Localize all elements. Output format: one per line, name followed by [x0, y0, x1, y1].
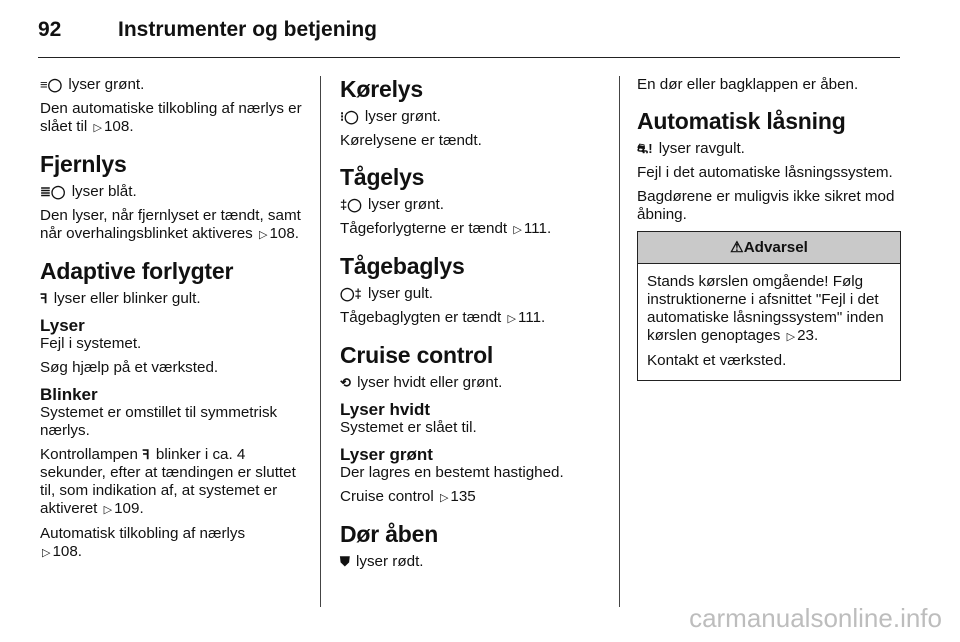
page-ref-link[interactable]: 109. — [114, 500, 144, 517]
page-ref-link[interactable]: 135 — [450, 488, 476, 505]
auto-lock-paragraph-2: Bagdørene er muligvis ikke sikret mod åbning. — [637, 188, 895, 223]
warning-paragraph-1: Stands kørslen omgående! Følg instruktionerne i afsnittet "Fejl i det automatiske låsningssystem" inden kørslen genoptages ▷ 23. — [647, 273, 884, 344]
subheading-lyser: Lyser — [40, 316, 85, 335]
warning-body — [638, 264, 900, 380]
lyser-gront-paragraph-2: Cruise control ▷ 135 — [340, 488, 476, 505]
column-divider-1 — [320, 76, 321, 607]
page-ref-link[interactable]: 108. — [269, 225, 300, 242]
heading-fjernlys: Fjernlys — [40, 151, 127, 177]
auto-lock-paragraph-1: Fejl i det automatiske låsningssystem. — [637, 164, 893, 181]
daytime-light-icon: ⁝◯ — [340, 109, 359, 124]
warning-title: Advarsel — [743, 239, 808, 256]
page-number: 92 — [38, 18, 62, 41]
rear-fog-light-paragraph: Tågebaglygten er tændt ▷ 111. — [340, 309, 546, 326]
adaptive-headlight-status: ꟻ lyser eller blinker gult. — [40, 290, 201, 307]
page-ref-link[interactable]: 111. — [517, 309, 546, 326]
heading-korelys: Kørelys — [340, 76, 423, 102]
cruise-control-status: ⟲ lyser hvidt eller grønt. — [340, 374, 503, 391]
high-beam-status: ≣◯ lyser blåt. — [40, 183, 137, 200]
lyser-paragraph-2: Søg hjælp på et værksted. — [40, 359, 219, 376]
auto-lock-status: ⛐! lyser ravgult. — [637, 140, 745, 157]
blinker-paragraph-1: Systemet er omstillet til symmetrisk nærlys. — [40, 404, 278, 439]
fog-light-status: ‡◯ lyser grønt. — [340, 196, 444, 213]
rear-fog-light-status: ◯‡ lyser gult. — [340, 285, 434, 302]
subheading-lyser-gront: Lyser grønt — [340, 445, 433, 464]
auto-lock-fault-icon: ⛐! — [637, 141, 653, 156]
adaptive-headlight-icon: ꟻ — [142, 447, 150, 462]
column-2 — [340, 76, 610, 577]
page-ref-icon: ▷ — [258, 229, 268, 241]
heading-adaptive-forlygter: Adaptive forlygter — [40, 258, 234, 284]
cruise-control-icon: ⟲ — [340, 375, 351, 390]
subheading-lyser-hvidt: Lyser hvidt — [340, 400, 431, 419]
heading-tagebaglys: Tågebaglys — [340, 253, 465, 279]
auto-low-beam-paragraph: Den automatiske tilkobling af nærlys er slået til ▷ 108. — [40, 100, 302, 135]
auto-low-beam-icon: ≡◯ — [40, 77, 63, 92]
warning-box — [637, 231, 901, 381]
page-ref-link[interactable]: 23. — [797, 327, 819, 344]
column-divider-2 — [619, 76, 620, 607]
page-ref-icon: ▷ — [507, 313, 516, 325]
warning-triangle-icon: ⚠ — [730, 239, 744, 256]
page-ref-icon: ▷ — [786, 331, 796, 343]
page-ref-link[interactable]: 108. — [52, 543, 83, 560]
subheading-blinker: Blinker — [40, 385, 98, 404]
daytime-light-paragraph: Kørelysene er tændt. — [340, 132, 482, 149]
page-ref-link[interactable]: 111. — [523, 220, 552, 237]
lyser-paragraph-1: Fejl i systemet. — [40, 335, 142, 352]
high-beam-icon: ≣◯ — [40, 184, 66, 199]
fog-light-paragraph: Tågeforlygterne er tændt ▷ 111. — [340, 220, 552, 237]
blinker-paragraph-2: Kontrollampen ꟻ blinker i ca. 4 sekunder, efter at tændingen er sluttet til, som indikation af, at systemet er aktiveret ▷ 109. — [40, 446, 296, 517]
heading-dor-aben: Dør åben — [340, 521, 439, 547]
door-open-paragraph: En dør eller bagklappen er åben. — [637, 76, 859, 93]
rear-fog-light-icon: ◯‡ — [340, 286, 362, 301]
page-ref-icon: ▷ — [42, 547, 51, 559]
fog-light-icon: ‡◯ — [340, 197, 362, 212]
adaptive-headlight-icon: ꟻ — [40, 291, 48, 306]
page-ref-icon: ▷ — [439, 492, 449, 504]
column-3 — [637, 76, 901, 381]
door-open-status: ⛊ lyser rødt. — [340, 553, 424, 570]
low-beam-auto-status: ≡◯ lyser grønt. — [40, 76, 145, 93]
blinker-paragraph-3: Automatisk tilkobling af nærlys ▷ 108. — [40, 525, 246, 560]
header-rule — [38, 57, 900, 58]
warning-paragraph-2: Kontakt et værksted. — [647, 352, 787, 369]
heading-automatisk-lasning: Automatisk låsning — [637, 108, 846, 134]
page-ref-link[interactable]: 108. — [103, 118, 134, 135]
door-open-icon: ⛊ — [340, 554, 350, 569]
heading-tagelys: Tågelys — [340, 164, 425, 190]
daytime-light-status: ⁝◯ lyser grønt. — [340, 108, 441, 125]
lyser-hvidt-paragraph: Systemet er slået til. — [340, 419, 477, 436]
warning-header — [638, 232, 900, 264]
heading-cruise-control: Cruise control — [340, 342, 494, 368]
page-ref-icon: ▷ — [513, 224, 522, 236]
high-beam-paragraph: Den lyser, når fjernlyset er tændt, samt når overhalingsblinket aktiveres ▷ 108. — [40, 207, 301, 242]
page-ref-icon: ▷ — [103, 504, 113, 516]
column-1 — [40, 76, 312, 568]
watermark: carmanualsonline.info — [689, 603, 942, 633]
page-ref-icon: ▷ — [93, 122, 102, 134]
page-title: Instrumenter og betjening — [118, 18, 378, 41]
lyser-gront-paragraph-1: Der lagres en bestemt hastighed. — [340, 464, 564, 481]
